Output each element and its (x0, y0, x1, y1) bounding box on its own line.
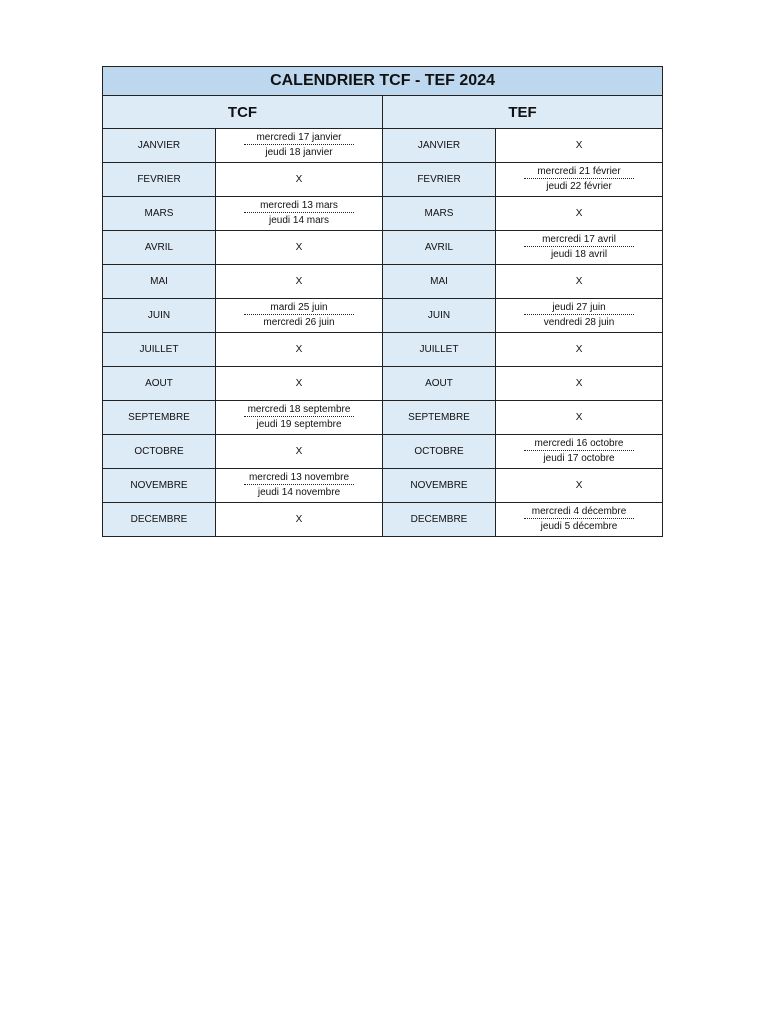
tef-first-date: mercredi 17 avril (542, 234, 616, 245)
tef-no-session-mark: X (496, 265, 663, 299)
tef-month-cell: MARS (383, 197, 496, 231)
tcf-second-date: jeudi 18 janvier (265, 147, 333, 158)
tcf-dates-cell (216, 197, 383, 231)
tef-date-pair (496, 299, 662, 332)
tef-no-session-mark: X (496, 197, 663, 231)
tcf-month-cell: MAI (103, 265, 216, 299)
tef-dates-cell (496, 435, 663, 469)
calendar-title: CALENDRIER TCF - TEF 2024 (103, 67, 663, 96)
tef-first-date: mercredi 21 février (537, 166, 621, 177)
tef-month-cell: AVRIL (383, 231, 496, 265)
tef-date-pair (496, 503, 662, 536)
tef-month-cell: DECEMBRE (383, 503, 496, 537)
tef-month-cell: SEPTEMBRE (383, 401, 496, 435)
tcf-second-date: mercredi 26 juin (263, 317, 335, 328)
tef-first-date: mercredi 4 décembre (531, 506, 627, 517)
tcf-no-session-mark: X (216, 231, 383, 265)
tcf-dates-cell (216, 469, 383, 503)
tcf-dates-cell (216, 401, 383, 435)
tef-second-date: jeudi 17 octobre (543, 453, 615, 464)
tef-month-cell: AOUT (383, 367, 496, 401)
tcf-month-cell: DECEMBRE (103, 503, 216, 537)
tcf-month-cell: NOVEMBRE (103, 469, 216, 503)
tcf-no-session-mark: X (216, 163, 383, 197)
tef-date-pair (496, 435, 662, 468)
tef-second-date: jeudi 22 février (546, 181, 612, 192)
tcf-dates-cell (216, 299, 383, 333)
calendar-row (103, 163, 663, 197)
tef-second-date: jeudi 18 avril (550, 249, 608, 260)
tcf-first-date: mercredi 18 septembre (247, 404, 351, 415)
calendar-table (102, 66, 663, 537)
calendar-row (103, 367, 663, 401)
tcf-second-date: jeudi 19 septembre (256, 419, 342, 430)
calendar-row (103, 197, 663, 231)
tcf-first-date: mercredi 13 mars (260, 200, 338, 211)
tcf-second-date: jeudi 14 novembre (257, 487, 341, 498)
tcf-first-date: mercredi 17 janvier (256, 132, 342, 143)
calendar-row (103, 401, 663, 435)
calendar-row (103, 333, 663, 367)
tcf-month-cell: OCTOBRE (103, 435, 216, 469)
tcf-date-pair (216, 129, 382, 162)
tef-second-date: jeudi 5 décembre (540, 521, 618, 532)
tef-dates-cell (496, 163, 663, 197)
tcf-month-cell: JUIN (103, 299, 216, 333)
tef-no-session-mark: X (496, 401, 663, 435)
tef-month-cell: JUILLET (383, 333, 496, 367)
tcf-month-cell: SEPTEMBRE (103, 401, 216, 435)
calendar-row (103, 265, 663, 299)
tef-no-session-mark: X (496, 333, 663, 367)
tef-header: TEF (383, 96, 663, 129)
calendar-row (103, 469, 663, 503)
tef-no-session-mark: X (496, 469, 663, 503)
tef-month-cell: MAI (383, 265, 496, 299)
tcf-no-session-mark: X (216, 265, 383, 299)
tcf-date-pair (216, 299, 382, 332)
tef-first-date: jeudi 27 juin (552, 302, 606, 313)
tcf-first-date: mardi 25 juin (270, 302, 328, 313)
calendar-row (103, 299, 663, 333)
tcf-no-session-mark: X (216, 503, 383, 537)
tcf-month-cell: FEVRIER (103, 163, 216, 197)
tef-month-cell: NOVEMBRE (383, 469, 496, 503)
tef-first-date: mercredi 16 octobre (534, 438, 624, 449)
tef-dates-cell (496, 299, 663, 333)
calendar-row (103, 231, 663, 265)
calendar-row (103, 129, 663, 163)
calendar-body (103, 129, 663, 537)
tcf-no-session-mark: X (216, 333, 383, 367)
tef-date-pair (496, 163, 662, 196)
tcf-second-date: jeudi 14 mars (268, 215, 330, 226)
tcf-dates-cell (216, 129, 383, 163)
tcf-month-cell: AVRIL (103, 231, 216, 265)
tef-month-cell: JANVIER (383, 129, 496, 163)
tcf-date-pair (216, 401, 382, 434)
tef-month-cell: OCTOBRE (383, 435, 496, 469)
tef-no-session-mark: X (496, 129, 663, 163)
tef-dates-cell (496, 231, 663, 265)
tef-no-session-mark: X (496, 367, 663, 401)
tcf-header: TCF (103, 96, 383, 129)
tcf-month-cell: MARS (103, 197, 216, 231)
tef-date-pair (496, 231, 662, 264)
tcf-date-pair (216, 197, 382, 230)
tcf-first-date: mercredi 13 novembre (248, 472, 350, 483)
tcf-month-cell: JUILLET (103, 333, 216, 367)
tef-month-cell: FEVRIER (383, 163, 496, 197)
tef-dates-cell (496, 503, 663, 537)
tef-month-cell: JUIN (383, 299, 496, 333)
tcf-no-session-mark: X (216, 435, 383, 469)
calendar-row (103, 503, 663, 537)
tcf-no-session-mark: X (216, 367, 383, 401)
tef-second-date: vendredi 28 juin (543, 317, 615, 328)
tcf-month-cell: JANVIER (103, 129, 216, 163)
calendar-row (103, 435, 663, 469)
tcf-month-cell: AOUT (103, 367, 216, 401)
tcf-date-pair (216, 469, 382, 502)
